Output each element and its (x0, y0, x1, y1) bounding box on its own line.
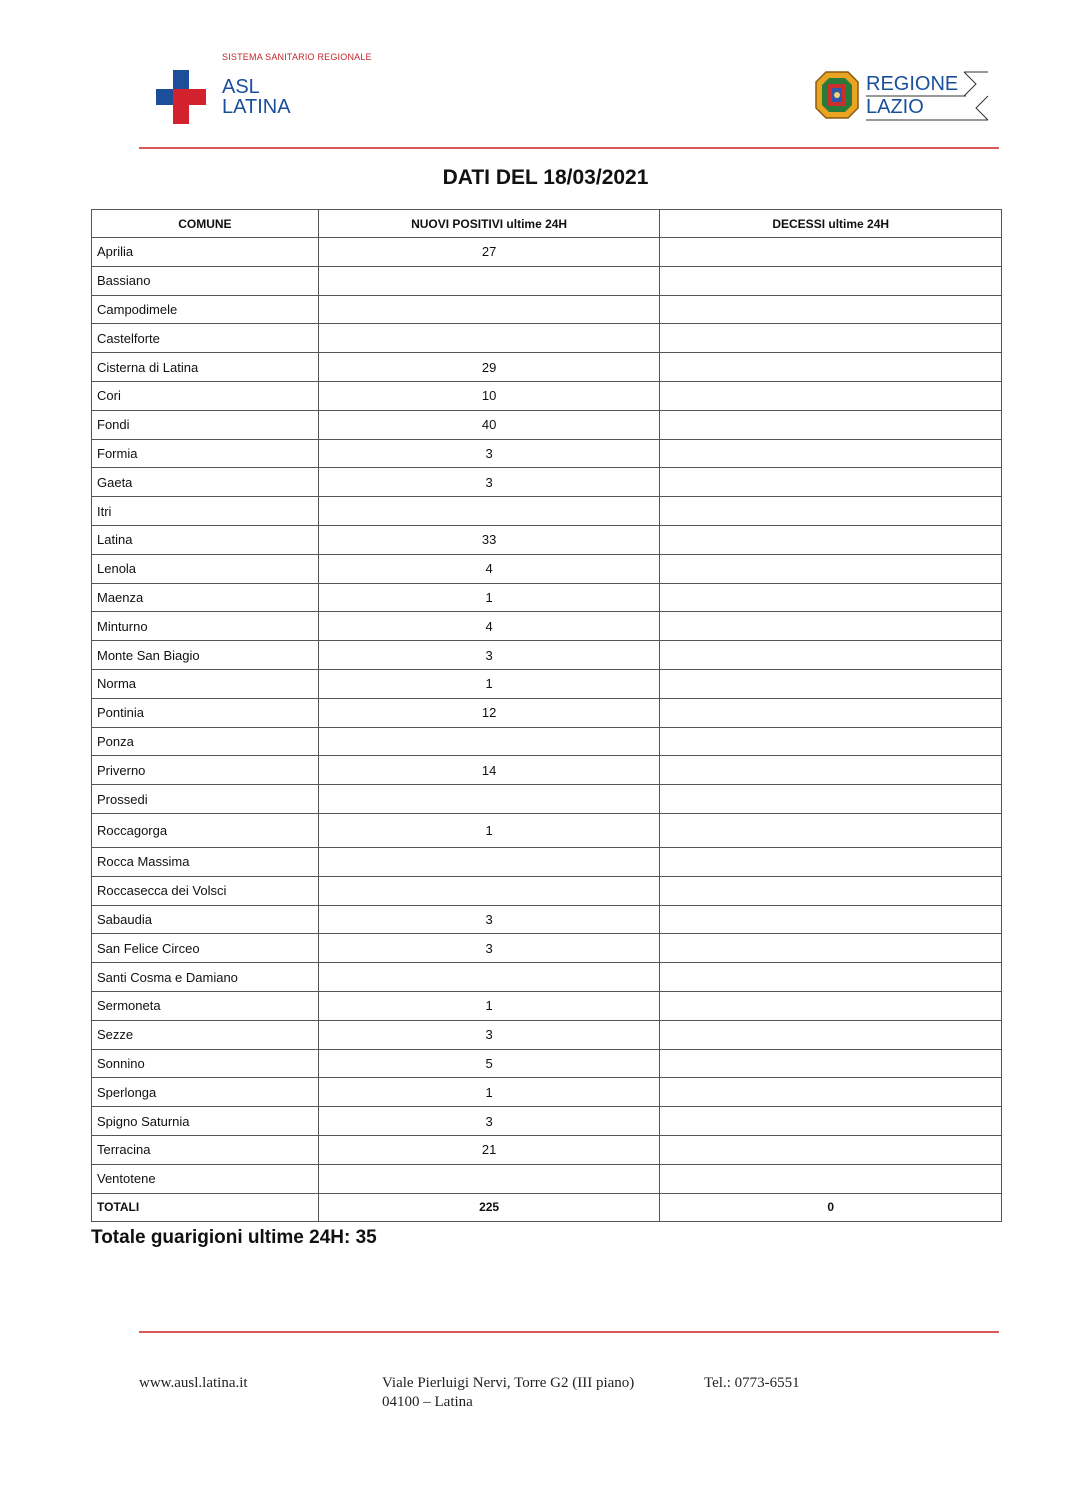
totals-decessi: 0 (660, 1193, 1002, 1222)
table-row (92, 727, 1002, 756)
cell-positivi: 33 (318, 525, 660, 554)
cell-positivi (318, 847, 660, 876)
table-row (92, 381, 1002, 410)
table-row (92, 554, 1002, 583)
totals-row (92, 1193, 1002, 1222)
cell-comune: Roccasecca dei Volsci (92, 876, 319, 905)
table-row (92, 266, 1002, 295)
table-row (92, 353, 1002, 382)
cell-decessi (660, 324, 1002, 353)
asl-name (222, 77, 291, 117)
cell-comune: Itri (92, 497, 319, 526)
cell-decessi (660, 698, 1002, 727)
cell-comune: San Felice Circeo (92, 934, 319, 963)
asl-name-line2: LATINA (222, 96, 291, 118)
cell-decessi (660, 353, 1002, 382)
footer-divider (139, 1331, 999, 1333)
cell-comune: Prossedi (92, 785, 319, 814)
cases-table (91, 209, 1002, 1222)
cell-decessi (660, 1049, 1002, 1078)
cell-positivi: 29 (318, 353, 660, 382)
red-cross-icon (156, 70, 206, 124)
table-row (92, 1020, 1002, 1049)
cell-positivi: 4 (318, 554, 660, 583)
cell-decessi (660, 756, 1002, 785)
cell-comune: Maenza (92, 583, 319, 612)
cell-decessi (660, 525, 1002, 554)
cell-decessi (660, 238, 1002, 267)
cell-positivi (318, 324, 660, 353)
cell-comune: Sperlonga (92, 1078, 319, 1107)
cell-comune: Aprilia (92, 238, 319, 267)
asl-name-line1: ASL (222, 76, 260, 98)
cell-comune: Gaeta (92, 468, 319, 497)
cell-positivi: 3 (318, 1107, 660, 1136)
cell-comune: Rocca Massima (92, 847, 319, 876)
lazio-emblem-icon (814, 70, 860, 120)
cell-positivi: 4 (318, 612, 660, 641)
cell-comune: Spigno Saturnia (92, 1107, 319, 1136)
asl-latina-logo (156, 52, 416, 132)
cell-decessi (660, 727, 1002, 756)
cell-positivi: 21 (318, 1135, 660, 1164)
cell-comune: Terracina (92, 1135, 319, 1164)
footer-address-line2: 04100 – Latina (382, 1394, 473, 1410)
cell-decessi (660, 905, 1002, 934)
cell-positivi: 10 (318, 381, 660, 410)
cell-positivi: 1 (318, 991, 660, 1020)
table-row (92, 785, 1002, 814)
cell-positivi: 5 (318, 1049, 660, 1078)
cell-positivi: 3 (318, 905, 660, 934)
cell-comune: Campodimele (92, 295, 319, 324)
cell-comune: Sabaudia (92, 905, 319, 934)
table-row (92, 324, 1002, 353)
cell-decessi (660, 1135, 1002, 1164)
lazio-name-line1: REGIONE (866, 73, 959, 95)
cell-decessi (660, 381, 1002, 410)
cell-decessi (660, 876, 1002, 905)
cell-positivi (318, 727, 660, 756)
table-row (92, 847, 1002, 876)
table-row (92, 497, 1002, 526)
cell-decessi (660, 991, 1002, 1020)
table-row (92, 410, 1002, 439)
column-header-comune: COMUNE (92, 210, 319, 238)
cell-comune: Minturno (92, 612, 319, 641)
cell-decessi (660, 669, 1002, 698)
cell-decessi (660, 813, 1002, 847)
cell-decessi (660, 847, 1002, 876)
table-row (92, 583, 1002, 612)
table-row (92, 612, 1002, 641)
cell-comune: Pontinia (92, 698, 319, 727)
cell-decessi (660, 1020, 1002, 1049)
cell-comune: Bassiano (92, 266, 319, 295)
lazio-name-line2: LAZIO (866, 96, 924, 118)
table-row (92, 1164, 1002, 1193)
table-row (92, 991, 1002, 1020)
cell-positivi: 3 (318, 934, 660, 963)
table-row (92, 669, 1002, 698)
cell-comune: Latina (92, 525, 319, 554)
table-row (92, 756, 1002, 785)
cell-decessi (660, 641, 1002, 670)
cell-decessi (660, 439, 1002, 468)
lazio-name (866, 73, 958, 119)
column-header-positivi: NUOVI POSITIVI ultime 24H (318, 210, 660, 238)
table-row (92, 876, 1002, 905)
cell-comune: Sezze (92, 1020, 319, 1049)
cell-positivi: 3 (318, 468, 660, 497)
cell-decessi (660, 266, 1002, 295)
table-row (92, 963, 1002, 992)
cell-comune: Sermoneta (92, 991, 319, 1020)
cell-positivi: 1 (318, 813, 660, 847)
table-row (92, 905, 1002, 934)
cell-comune: Castelforte (92, 324, 319, 353)
table-row (92, 468, 1002, 497)
cell-positivi (318, 295, 660, 324)
recoveries-total: Totale guarigioni ultime 24H: 35 (91, 1227, 377, 1248)
cell-positivi (318, 1164, 660, 1193)
cell-positivi (318, 876, 660, 905)
table-row (92, 525, 1002, 554)
footer-phone: Tel.: 0773-6551 (704, 1375, 800, 1391)
cell-positivi: 1 (318, 1078, 660, 1107)
cell-positivi (318, 497, 660, 526)
cell-positivi: 14 (318, 756, 660, 785)
footer-address (382, 1374, 634, 1412)
table-row (92, 698, 1002, 727)
cell-positivi: 40 (318, 410, 660, 439)
table-row (92, 1107, 1002, 1136)
cell-comune: Lenola (92, 554, 319, 583)
cell-decessi (660, 554, 1002, 583)
cell-decessi (660, 612, 1002, 641)
table-row (92, 1078, 1002, 1107)
table-row (92, 439, 1002, 468)
cell-positivi: 3 (318, 1020, 660, 1049)
table-row (92, 813, 1002, 847)
table-row (92, 1135, 1002, 1164)
table-header-row (92, 210, 1002, 238)
cell-comune: Santi Cosma e Damiano (92, 963, 319, 992)
table-row (92, 934, 1002, 963)
cell-decessi (660, 583, 1002, 612)
cell-decessi (660, 497, 1002, 526)
column-header-decessi: DECESSI ultime 24H (660, 210, 1002, 238)
cell-decessi (660, 1164, 1002, 1193)
cell-positivi: 3 (318, 641, 660, 670)
cell-positivi: 12 (318, 698, 660, 727)
table-row (92, 641, 1002, 670)
cell-comune: Priverno (92, 756, 319, 785)
cell-decessi (660, 934, 1002, 963)
cell-positivi (318, 785, 660, 814)
header-divider (139, 147, 999, 149)
asl-system-label: SISTEMA SANITARIO REGIONALE (222, 52, 372, 62)
cell-decessi (660, 785, 1002, 814)
totals-label: TOTALI (92, 1193, 319, 1222)
cell-positivi: 3 (318, 439, 660, 468)
table-row (92, 295, 1002, 324)
cell-comune: Cisterna di Latina (92, 353, 319, 382)
regione-lazio-logo (814, 70, 994, 124)
table-row (92, 1049, 1002, 1078)
cell-comune: Sonnino (92, 1049, 319, 1078)
cell-decessi (660, 963, 1002, 992)
cell-positivi: 1 (318, 583, 660, 612)
cell-decessi (660, 1078, 1002, 1107)
footer-address-line1: Viale Pierluigi Nervi, Torre G2 (III piano) (382, 1375, 635, 1391)
cell-decessi (660, 468, 1002, 497)
cell-positivi (318, 963, 660, 992)
footer-website: www.ausl.latina.it (139, 1375, 248, 1391)
cell-comune: Roccagorga (92, 813, 319, 847)
cell-decessi (660, 410, 1002, 439)
totals-positivi: 225 (318, 1193, 660, 1222)
cell-decessi (660, 295, 1002, 324)
cell-positivi: 1 (318, 669, 660, 698)
table-row (92, 238, 1002, 267)
cell-positivi (318, 266, 660, 295)
page-title: DATI DEL 18/03/2021 (442, 166, 649, 189)
cell-comune: Ventotene (92, 1164, 319, 1193)
cell-comune: Ponza (92, 727, 319, 756)
cell-comune: Formia (92, 439, 319, 468)
cell-comune: Monte San Biagio (92, 641, 319, 670)
cell-positivi: 27 (318, 238, 660, 267)
cell-comune: Norma (92, 669, 319, 698)
cell-comune: Fondi (92, 410, 319, 439)
cell-comune: Cori (92, 381, 319, 410)
cell-decessi (660, 1107, 1002, 1136)
